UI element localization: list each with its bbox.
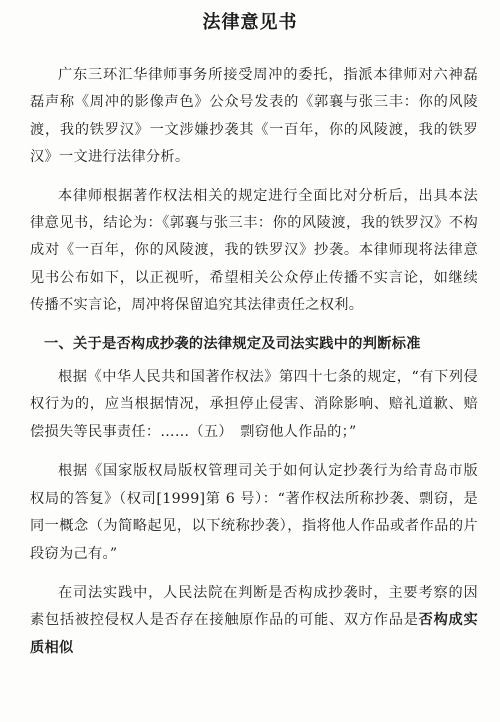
document-title: 法律意见书 — [202, 12, 298, 33]
paragraph-copyright-reply: 根据《国家版权局版权管理司关于如何认定抄袭行为给青岛市版权局的答复》（权司[1999]第 6 号）：“著作权法所称抄袭、剽窃，是同一概念（为简略起见，以下统称抄袭），指将他人作品或者作品的片段窃为己有。” — [30, 463, 478, 562]
paragraph-conclusion: 本律师根据著作权法相关的规定进行全面比对分析后，出具本法律意见书，结论为：《郭襄与张三丰：你的风陵渡，我的铁罗汉》不构成对《一百年，你的风陵渡，我的铁罗汉》抄袭。本律师现将法律意见书公布如下，以正视听，希望相关公众停止传播不实言论，如继续传播不实言论，周冲将保留追究其法律责任之权利。 — [30, 187, 478, 314]
paragraph-copyright-law: 根据《中华人民共和国著作权法》第四十七条的规定，“有下列侵权行为的，应当根据情况，承担停止侵害、消除影响、赔礼道歉、赔偿损失等民事责任：……（五） 剽窃他人作品的；” — [30, 369, 478, 440]
judicial-practice-emphasis: 否构成实质相似 — [30, 612, 478, 656]
section-heading: 一、关于是否构成抄袭的法律规定及司法实践中的判断标准 — [44, 335, 421, 352]
paragraph-judicial-practice — [30, 580, 478, 662]
document-body — [30, 62, 478, 673]
paragraph-intro: 广东三环汇华律师事务所接受周冲的委托，指派本律师对六神磊磊声称《周冲的影像声色》公众号发表的《郭襄与张三丰：你的风陵渡，我的铁罗汉》一文涉嫌抄袭其《一百年，你的风陵渡，我的铁罗汉》一文进行法律分析。 — [30, 67, 478, 166]
judicial-practice-text: 在司法实践中，人民法院在判断是否构成抄袭时，主要考察的因素包括被控侵权人是否存在接触原作品的可能、双方作品是 — [30, 584, 478, 629]
page-bottom-fade — [0, 708, 500, 722]
